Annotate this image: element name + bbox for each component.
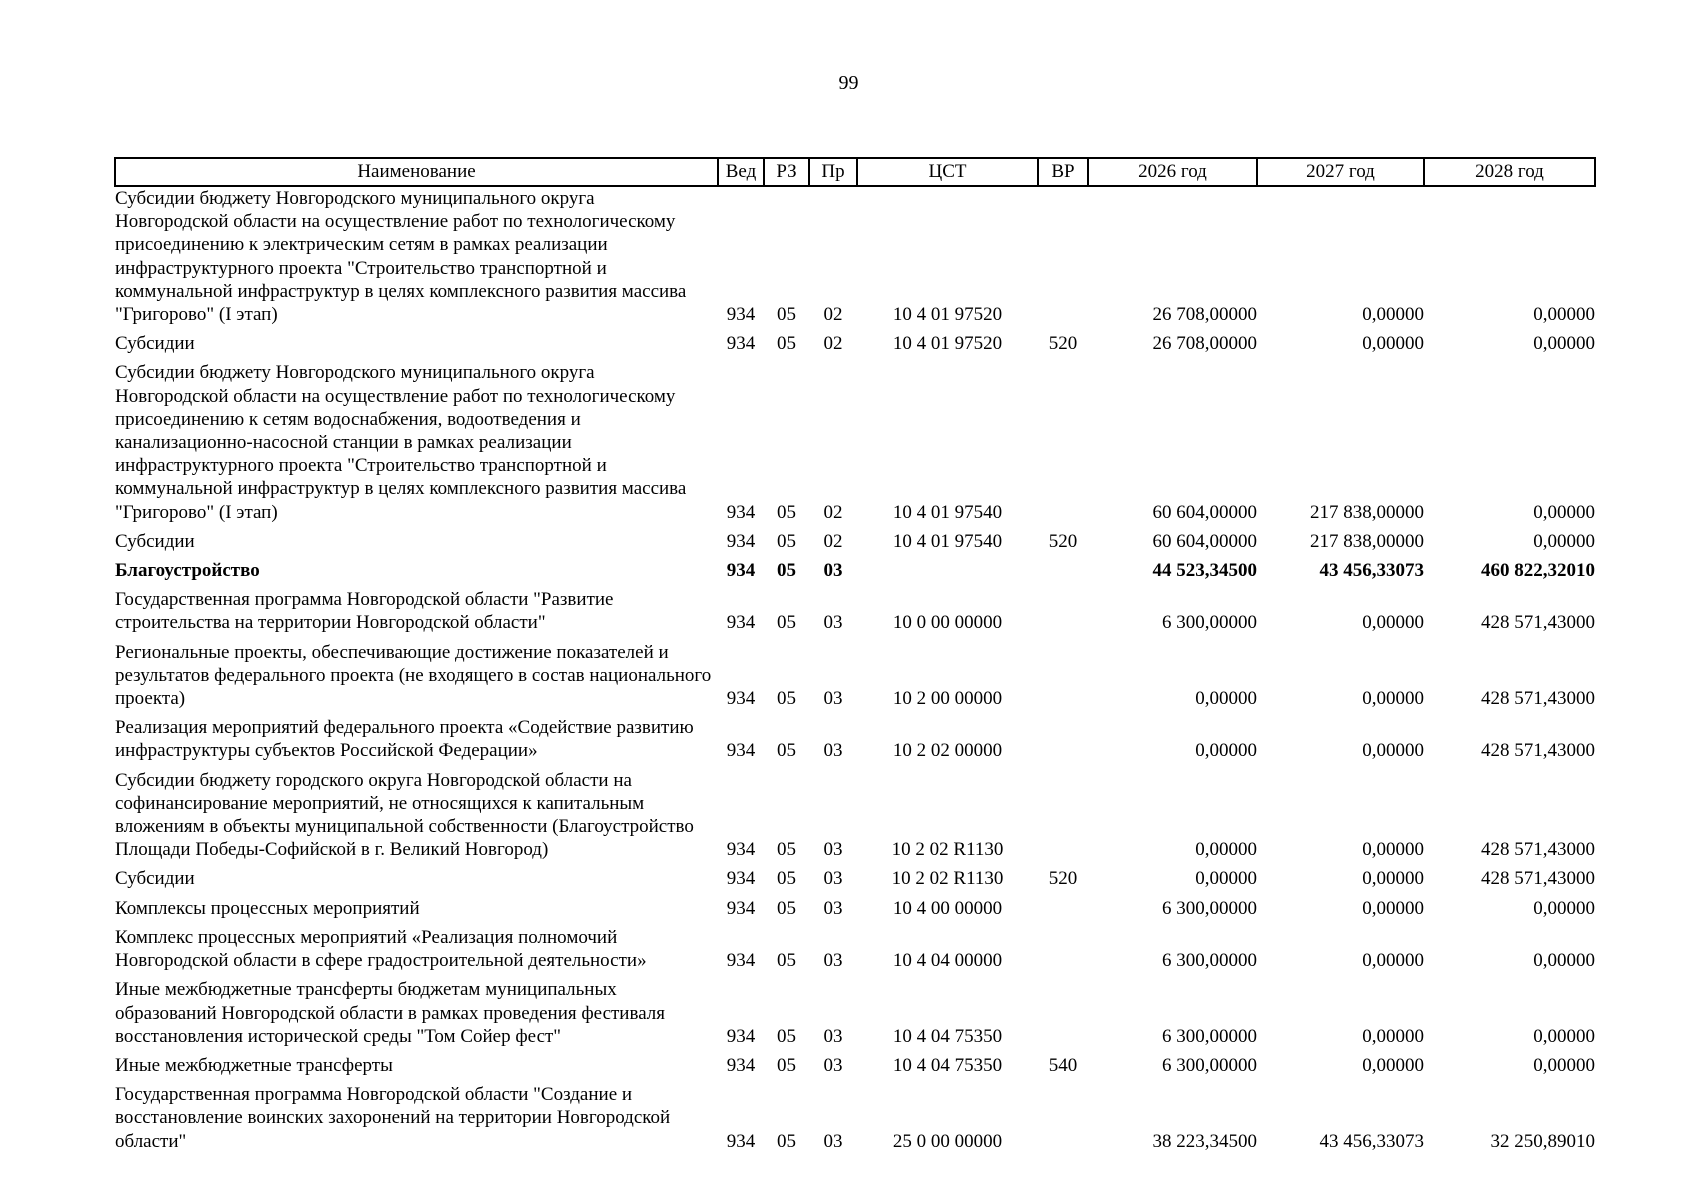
row-amount-2028: 428 571,43000	[1481, 839, 1595, 861]
row-amount-2027: 0,00000	[1362, 1025, 1424, 1047]
row-pr: 03	[823, 868, 843, 890]
row-vr	[1038, 769, 1088, 868]
row-name: Субсидии	[115, 868, 195, 890]
row-vr	[1038, 978, 1088, 1054]
table-row	[115, 641, 1595, 717]
row-rz: 05	[777, 688, 796, 710]
row-ved: 934	[726, 304, 756, 326]
row-name: Комплексы процессных мероприятий	[115, 897, 420, 919]
row-amount-2028: 0,00000	[1533, 530, 1595, 552]
table-row	[115, 716, 1595, 768]
row-amount-2027: 0,00000	[1362, 897, 1424, 919]
budget-table	[114, 157, 1596, 1159]
row-rz: 05	[777, 612, 796, 634]
row-ved: 934	[726, 868, 756, 890]
row-amount-2028: 460 822,32010	[1481, 560, 1595, 582]
row-vr	[1038, 716, 1088, 768]
header-cst: ЦСТ	[857, 158, 1038, 186]
header-ved: Вед	[718, 158, 764, 186]
row-amount-2028: 0,00000	[1533, 1025, 1595, 1047]
row-cst: 10 4 00 00000	[892, 897, 1003, 919]
row-amount-2028: 428 571,43000	[1481, 688, 1595, 710]
row-pr: 03	[823, 1025, 843, 1047]
row-pr: 02	[823, 333, 843, 355]
row-cst: 10 4 01 97520	[892, 333, 1003, 355]
table-row	[115, 588, 1595, 640]
row-amount-2026: 6 300,00000	[1162, 897, 1257, 919]
row-rz: 05	[777, 304, 796, 326]
row-amount-2026: 6 300,00000	[1162, 950, 1257, 972]
row-ved: 934	[726, 612, 756, 634]
table-body	[115, 186, 1595, 1159]
row-ved: 934	[726, 501, 756, 523]
row-amount-2028: 0,00000	[1533, 897, 1595, 919]
row-cst: 10 2 02 00000	[892, 740, 1003, 762]
row-cst: 10 2 00 00000	[892, 688, 1003, 710]
table-row	[115, 978, 1595, 1054]
row-amount-2026: 38 223,34500	[1152, 1130, 1257, 1152]
table-row	[115, 530, 1595, 559]
row-name: Иные межбюджетные трансферты	[115, 1054, 393, 1076]
header-pr: Пр	[809, 158, 857, 186]
row-rz: 05	[777, 530, 796, 552]
row-amount-2026: 6 300,00000	[1162, 1054, 1257, 1076]
row-amount-2027: 217 838,00000	[1310, 501, 1424, 523]
table-row	[115, 867, 1595, 896]
table-row	[115, 1054, 1595, 1083]
row-pr: 03	[823, 1054, 843, 1076]
row-vr	[1038, 559, 1088, 588]
row-vr	[1038, 361, 1088, 529]
row-amount-2026: 6 300,00000	[1162, 1025, 1257, 1047]
row-vr: 540	[1048, 1054, 1078, 1076]
row-cst: 10 4 04 00000	[892, 950, 1003, 972]
row-cst: 10 4 04 75350	[892, 1054, 1003, 1076]
row-rz: 05	[777, 839, 796, 861]
row-cst: 10 2 02 R1130	[891, 839, 1004, 861]
row-amount-2028: 0,00000	[1533, 950, 1595, 972]
header-rz: РЗ	[764, 158, 809, 186]
header-2026: 2026 год	[1088, 158, 1257, 186]
row-name: Субсидии бюджету городского округа Новгородской области на софинансирование мероприятий, не относящихся к капитальным вложениям в объекты муниципальной собственности (Благоустройство Площади Победы-Софийской в г. Великий Новгород)	[115, 769, 694, 861]
row-pr: 03	[823, 897, 843, 919]
row-amount-2027: 43 456,33073	[1319, 560, 1424, 582]
row-amount-2026: 0,00000	[1195, 740, 1257, 762]
row-vr	[1038, 186, 1088, 332]
row-name: Государственная программа Новгородской области "Развитие строительства на территории Новгородской области"	[115, 589, 614, 634]
row-ved: 934	[726, 839, 756, 861]
table-row	[115, 926, 1595, 978]
row-vr	[1038, 897, 1088, 926]
row-amount-2027: 0,00000	[1362, 304, 1424, 326]
row-vr	[1038, 588, 1088, 640]
row-cst: 10 4 01 97540	[892, 530, 1003, 552]
row-pr: 03	[823, 560, 843, 582]
row-name: Субсидии бюджету Новгородского муниципального округа Новгородской области на осуществление работ по технологическому присоединению к сетям водоснабжения, водоотведения и канализационно-насосной станции в рамках реализации инфраструктурного проекта "Строительство транспортной и коммунальной инфраструктур в целях комплексного развития массива "Григорово" (I этап)	[115, 362, 687, 523]
row-vr	[1038, 1083, 1088, 1159]
row-amount-2027: 0,00000	[1362, 950, 1424, 972]
row-pr: 03	[823, 740, 843, 762]
row-pr: 03	[823, 688, 843, 710]
row-amount-2026: 0,00000	[1195, 688, 1257, 710]
row-rz: 05	[777, 1130, 796, 1152]
header-vr: ВР	[1038, 158, 1088, 186]
row-pr: 02	[823, 501, 843, 523]
row-amount-2027: 0,00000	[1362, 688, 1424, 710]
row-name: Государственная программа Новгородской области "Создание и восстановление воинских захоронений на территории Новгородской области"	[115, 1084, 671, 1152]
row-cst: 10 0 00 00000	[892, 612, 1003, 634]
row-rz: 05	[777, 333, 796, 355]
row-name: Реализация мероприятий федерального проекта «Содействие развитию инфраструктуры субъектов Российской Федерации»	[115, 717, 694, 762]
row-rz: 05	[777, 740, 796, 762]
row-rz: 05	[777, 1025, 796, 1047]
row-amount-2028: 428 571,43000	[1481, 740, 1595, 762]
row-pr: 02	[823, 304, 843, 326]
row-ved: 934	[726, 688, 756, 710]
row-ved: 934	[726, 1130, 756, 1152]
row-ved: 934	[726, 950, 756, 972]
table-row	[115, 361, 1595, 529]
row-amount-2028: 0,00000	[1533, 304, 1595, 326]
row-vr: 520	[1048, 868, 1078, 890]
row-amount-2026: 6 300,00000	[1162, 612, 1257, 634]
table-row	[115, 897, 1595, 926]
row-amount-2027: 0,00000	[1362, 740, 1424, 762]
row-ved: 934	[726, 1054, 756, 1076]
row-amount-2027: 0,00000	[1362, 1054, 1424, 1076]
row-amount-2026: 0,00000	[1195, 839, 1257, 861]
row-cst: 10 2 02 R1130	[891, 868, 1004, 890]
row-amount-2027: 43 456,33073	[1319, 1130, 1424, 1152]
row-ved: 934	[726, 1025, 756, 1047]
row-vr	[1038, 926, 1088, 978]
row-ved: 934	[726, 897, 756, 919]
page-number: 99	[838, 72, 859, 94]
table-row	[115, 559, 1595, 588]
table-row	[115, 1083, 1595, 1159]
row-rz: 05	[777, 1054, 796, 1076]
row-amount-2028: 0,00000	[1533, 501, 1595, 523]
row-cst: 10 4 04 75350	[892, 1025, 1003, 1047]
row-name: Комплекс процессных мероприятий «Реализация полномочий Новгородской области в сфере градостроительной деятельности»	[115, 926, 647, 972]
row-amount-2026: 26 708,00000	[1152, 304, 1257, 326]
row-name: Субсидии	[115, 333, 195, 355]
row-amount-2028: 0,00000	[1533, 333, 1595, 355]
row-amount-2026: 60 604,00000	[1152, 501, 1257, 523]
row-ved: 934	[726, 333, 756, 355]
row-rz: 05	[777, 560, 796, 582]
row-vr: 520	[1048, 333, 1078, 355]
row-name: Региональные проекты, обеспечивающие достижение показателей и результатов федерального проекта (не входящего в состав национального проекта)	[115, 641, 712, 710]
row-rz: 05	[777, 868, 796, 890]
header-name: Наименование	[115, 158, 718, 186]
row-amount-2026: 26 708,00000	[1152, 333, 1257, 355]
row-pr: 03	[823, 612, 843, 634]
row-rz: 05	[777, 897, 796, 919]
row-amount-2026: 60 604,00000	[1152, 530, 1257, 552]
row-ved: 934	[726, 740, 756, 762]
row-name: Благоустройство	[115, 560, 260, 582]
row-name: Иные межбюджетные трансферты бюджетам муниципальных образований Новгородской области в рамках проведения фестиваля восстановления исторической среды "Том Сойер фест"	[115, 979, 666, 1047]
row-cst: 10 4 01 97520	[892, 304, 1003, 326]
header-2028: 2028 год	[1424, 158, 1595, 186]
row-amount-2028: 0,00000	[1533, 1054, 1595, 1076]
row-amount-2028: 428 571,43000	[1481, 868, 1595, 890]
row-rz: 05	[777, 950, 796, 972]
row-ved: 934	[726, 530, 756, 552]
row-pr: 03	[823, 1130, 843, 1152]
row-pr: 03	[823, 839, 843, 861]
row-amount-2026: 44 523,34500	[1152, 560, 1257, 582]
row-name: Субсидии бюджету Новгородского муниципального округа Новгородской области на осуществление работ по технологическому присоединению к электрическим сетям в рамках реализации инфраструктурного проекта "Строительство транспортной и коммунальной инфраструктур в целях комплексного развития массива "Григорово" (I этап)	[115, 188, 687, 326]
row-cst: 10 4 01 97540	[892, 501, 1003, 523]
row-amount-2027: 217 838,00000	[1310, 530, 1424, 552]
row-rz: 05	[777, 501, 796, 523]
table-header-row	[115, 158, 1595, 186]
table-row	[115, 769, 1595, 868]
row-amount-2028: 32 250,89010	[1490, 1130, 1595, 1152]
row-name: Субсидии	[115, 530, 195, 552]
row-amount-2028: 428 571,43000	[1481, 612, 1595, 634]
row-vr: 520	[1048, 530, 1078, 552]
row-amount-2027: 0,00000	[1362, 868, 1424, 890]
row-amount-2026: 0,00000	[1195, 868, 1257, 890]
table-row	[115, 186, 1595, 332]
row-pr: 03	[823, 950, 843, 972]
table-row	[115, 332, 1595, 361]
row-vr	[1038, 641, 1088, 717]
row-pr: 02	[823, 530, 843, 552]
row-cst	[857, 559, 1038, 588]
row-amount-2027: 0,00000	[1362, 839, 1424, 861]
row-cst: 25 0 00 00000	[892, 1130, 1003, 1152]
header-2027: 2027 год	[1257, 158, 1424, 186]
row-amount-2027: 0,00000	[1362, 333, 1424, 355]
row-ved: 934	[726, 560, 756, 582]
row-amount-2027: 0,00000	[1362, 612, 1424, 634]
